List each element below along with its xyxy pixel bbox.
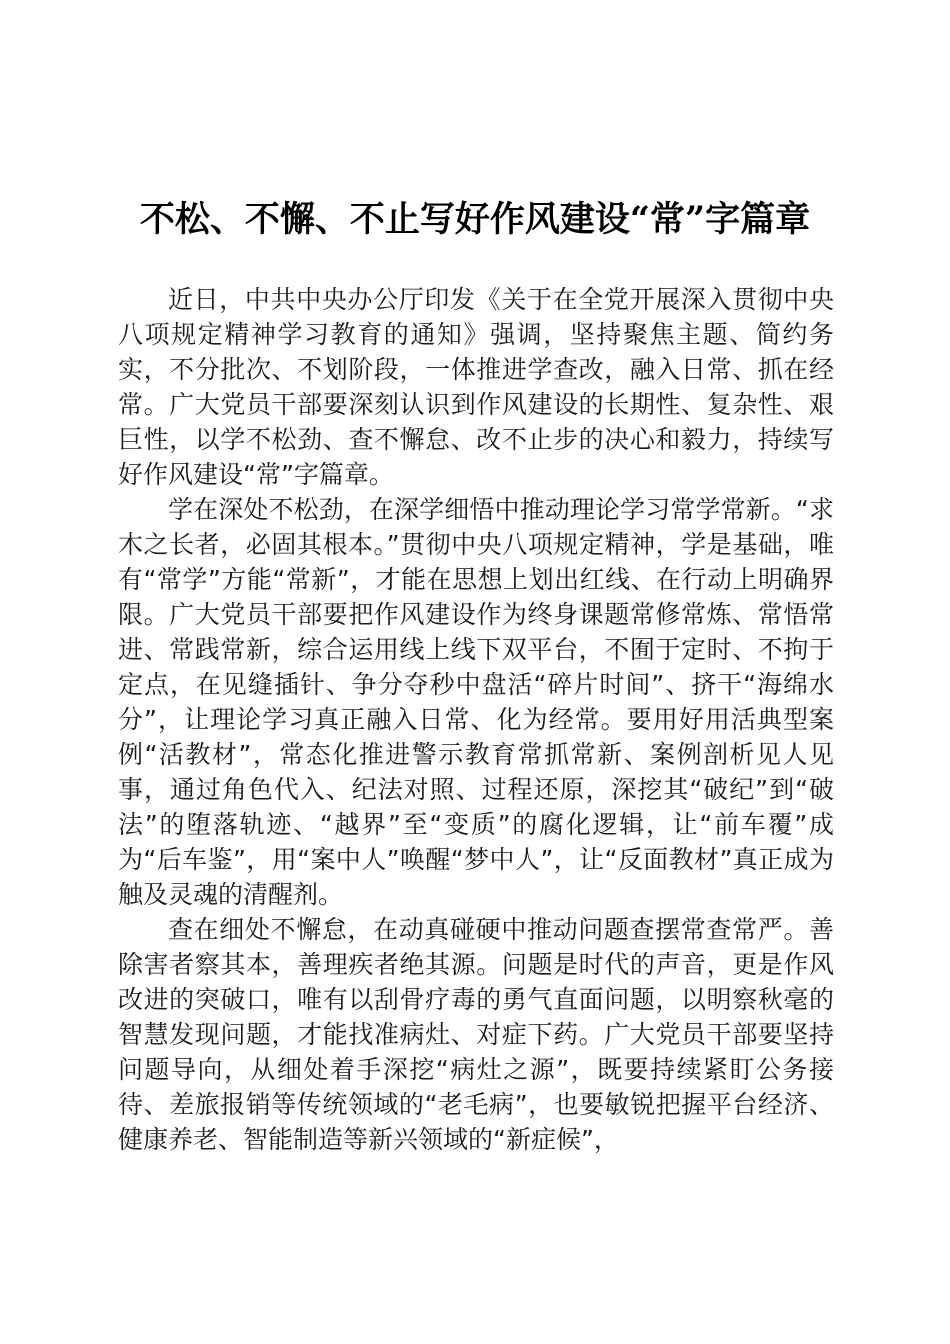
document-body: [118, 282, 834, 1157]
paragraph-inspect: 查在细处不懈怠，在动真碰硬中推动问题查摆常查常严。善除害者察其本，善理疾者绝其源。问题是时代的声音，更是作风改进的突破口，唯有以刮骨疗毒的勇气直面问题，以明察秋毫的智慧发现问题，才能找准病灶、对症下药。广大党员干部要坚持问题导向，从细处着手深挖“病灶之源”，既要持续紧盯公务接待、差旅报销等传统领域的“老毛病”，也要敏锐把握平台经济、健康养老、智能制造等新兴领域的“新症候”，: [118, 915, 834, 1154]
paragraph-intro: 近日，中共中央办公厅印发《关于在全党开展深入贯彻中央八项规定精神学习教育的通知》强调，坚持聚焦主题、简约务实，不分批次、不划阶段，一体推进学查改，融入日常、抓在经常。广大党员干部要深刻认识到作风建设的长期性、复杂性、艰巨性，以学不松劲、查不懈怠、改不止步的决心和毅力，持续写好作风建设“常”字篇章。: [118, 285, 834, 489]
paragraph-study: 学在深处不松劲，在深学细悟中推动理论学习常学常新。“求木之长者，必固其根本。”贯彻中央八项规定精神，学是基础，唯有“常学”方能“常新”，才能在思想上划出红线、在行动上明确界限。广大党员干部要把作风建设作为终身课题常修常炼、常悟常进、常践常新，综合运用线上线下双平台，不囿于定时、不拘于定点，在见缝插针、争分夺秒中盘活“碎片时间”、挤干“海绵水分”，让理论学习真正融入日常、化为经常。要用好用活典型案例“活教材”，常态化推进警示教育常抓常新、案例剖析见人见事，通过角色代入、纪法对照、过程还原，深挖其“破纪”到“破法”的堕落轨迹、“越界”至“变质”的腐化逻辑，让“前车覆”成为“后车鉴”，用“案中人”唤醒“梦中人”，让“反面教材”真正成为触及灵魂的清醒剂。: [118, 495, 834, 909]
document-title: 不松、不懈、不止写好作风建设“常”字篇章: [139, 199, 811, 240]
